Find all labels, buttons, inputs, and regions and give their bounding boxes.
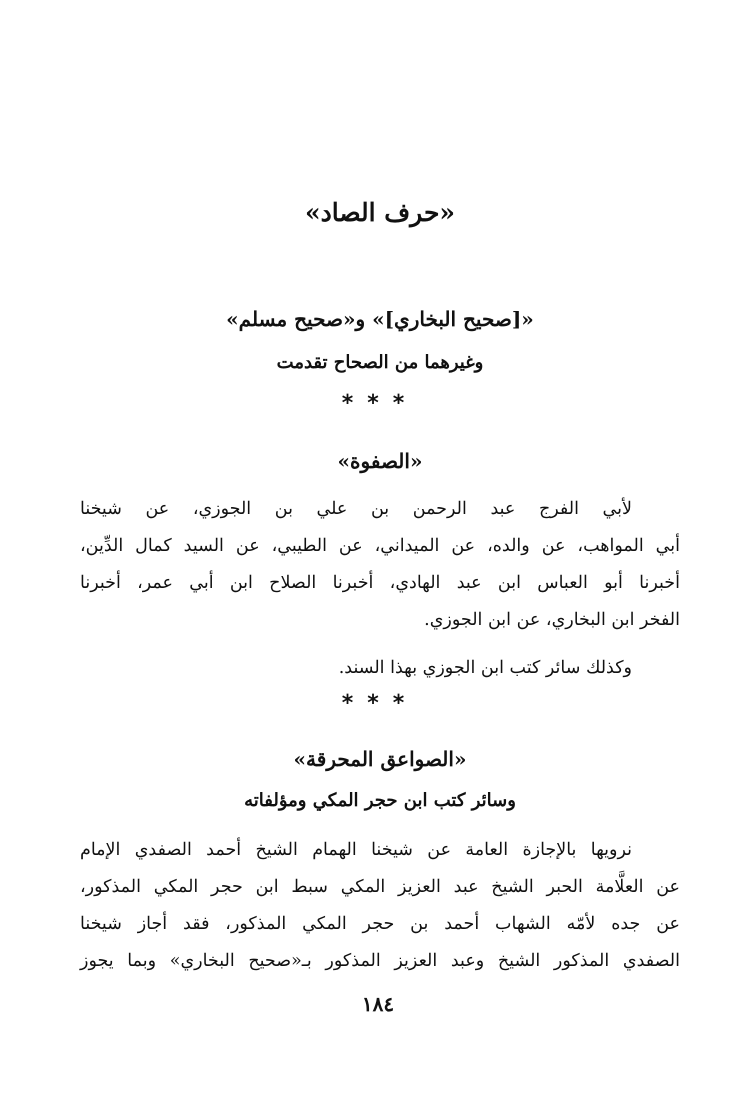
- section-heading-sahih: «[صحيح البخاري]» و«صحيح مسلم»: [226, 307, 534, 331]
- section-heading-safwa: «الصفوة»: [337, 449, 423, 473]
- paragraph-safwa-note: [80, 650, 680, 687]
- paragraph-line: الفخر ابن البخاري، عن ابن الجوزي.: [424, 610, 680, 630]
- paragraph-line: أخبرنا أبو العباس ابن عبد الهادي، أخبرنا الصلاح ابن أبي عمر، أخبرنا: [80, 573, 680, 593]
- paragraph-line: الصفدي المذكور الشيخ وعبد العزيز المذكور بـ«صحيح البخاري» وبما يجوز: [80, 951, 680, 971]
- paragraph-line: وكذلك سائر كتب ابن الجوزي بهذا السند.: [338, 658, 632, 678]
- paragraph-line: نرويها بالإجازة العامة عن شيخنا الهمام الشيخ أحمد الصفدي الإمام: [80, 840, 632, 860]
- separator-stars: ***: [341, 391, 419, 416]
- paragraph-line: لأبي الفرج عبد الرحمن بن علي بن الجوزي، عن شيخنا: [80, 499, 632, 519]
- paragraph-safwa: [80, 491, 680, 639]
- paragraph-sawaiq: [80, 832, 680, 980]
- page-number: ١٨٤: [361, 992, 395, 1016]
- paragraph-line: عن العلَّامة الحبر الشيخ عبد العزيز المكي سبط ابن حجر المكي المذكور،: [80, 877, 680, 897]
- section-subheading-sahih: وغيرهما من الصحاح تقدمت: [276, 352, 484, 373]
- chapter-title: «حرف الصاد»: [304, 198, 456, 227]
- section-heading-sawaiq: «الصواعق المحرقة»: [293, 747, 467, 771]
- paragraph-line: أبي المواهب، عن والده، عن الميداني، عن الطيبي، عن السيد كمال الدِّين،: [80, 536, 680, 556]
- separator-stars: ***: [341, 691, 419, 716]
- section-subheading-sawaiq: وسائر كتب ابن حجر المكي ومؤلفاته: [244, 790, 516, 811]
- paragraph-line: عن جده لأمّه الشهاب أحمد بن حجر المكي المذكور، فقد أجاز شيخنا: [80, 914, 680, 934]
